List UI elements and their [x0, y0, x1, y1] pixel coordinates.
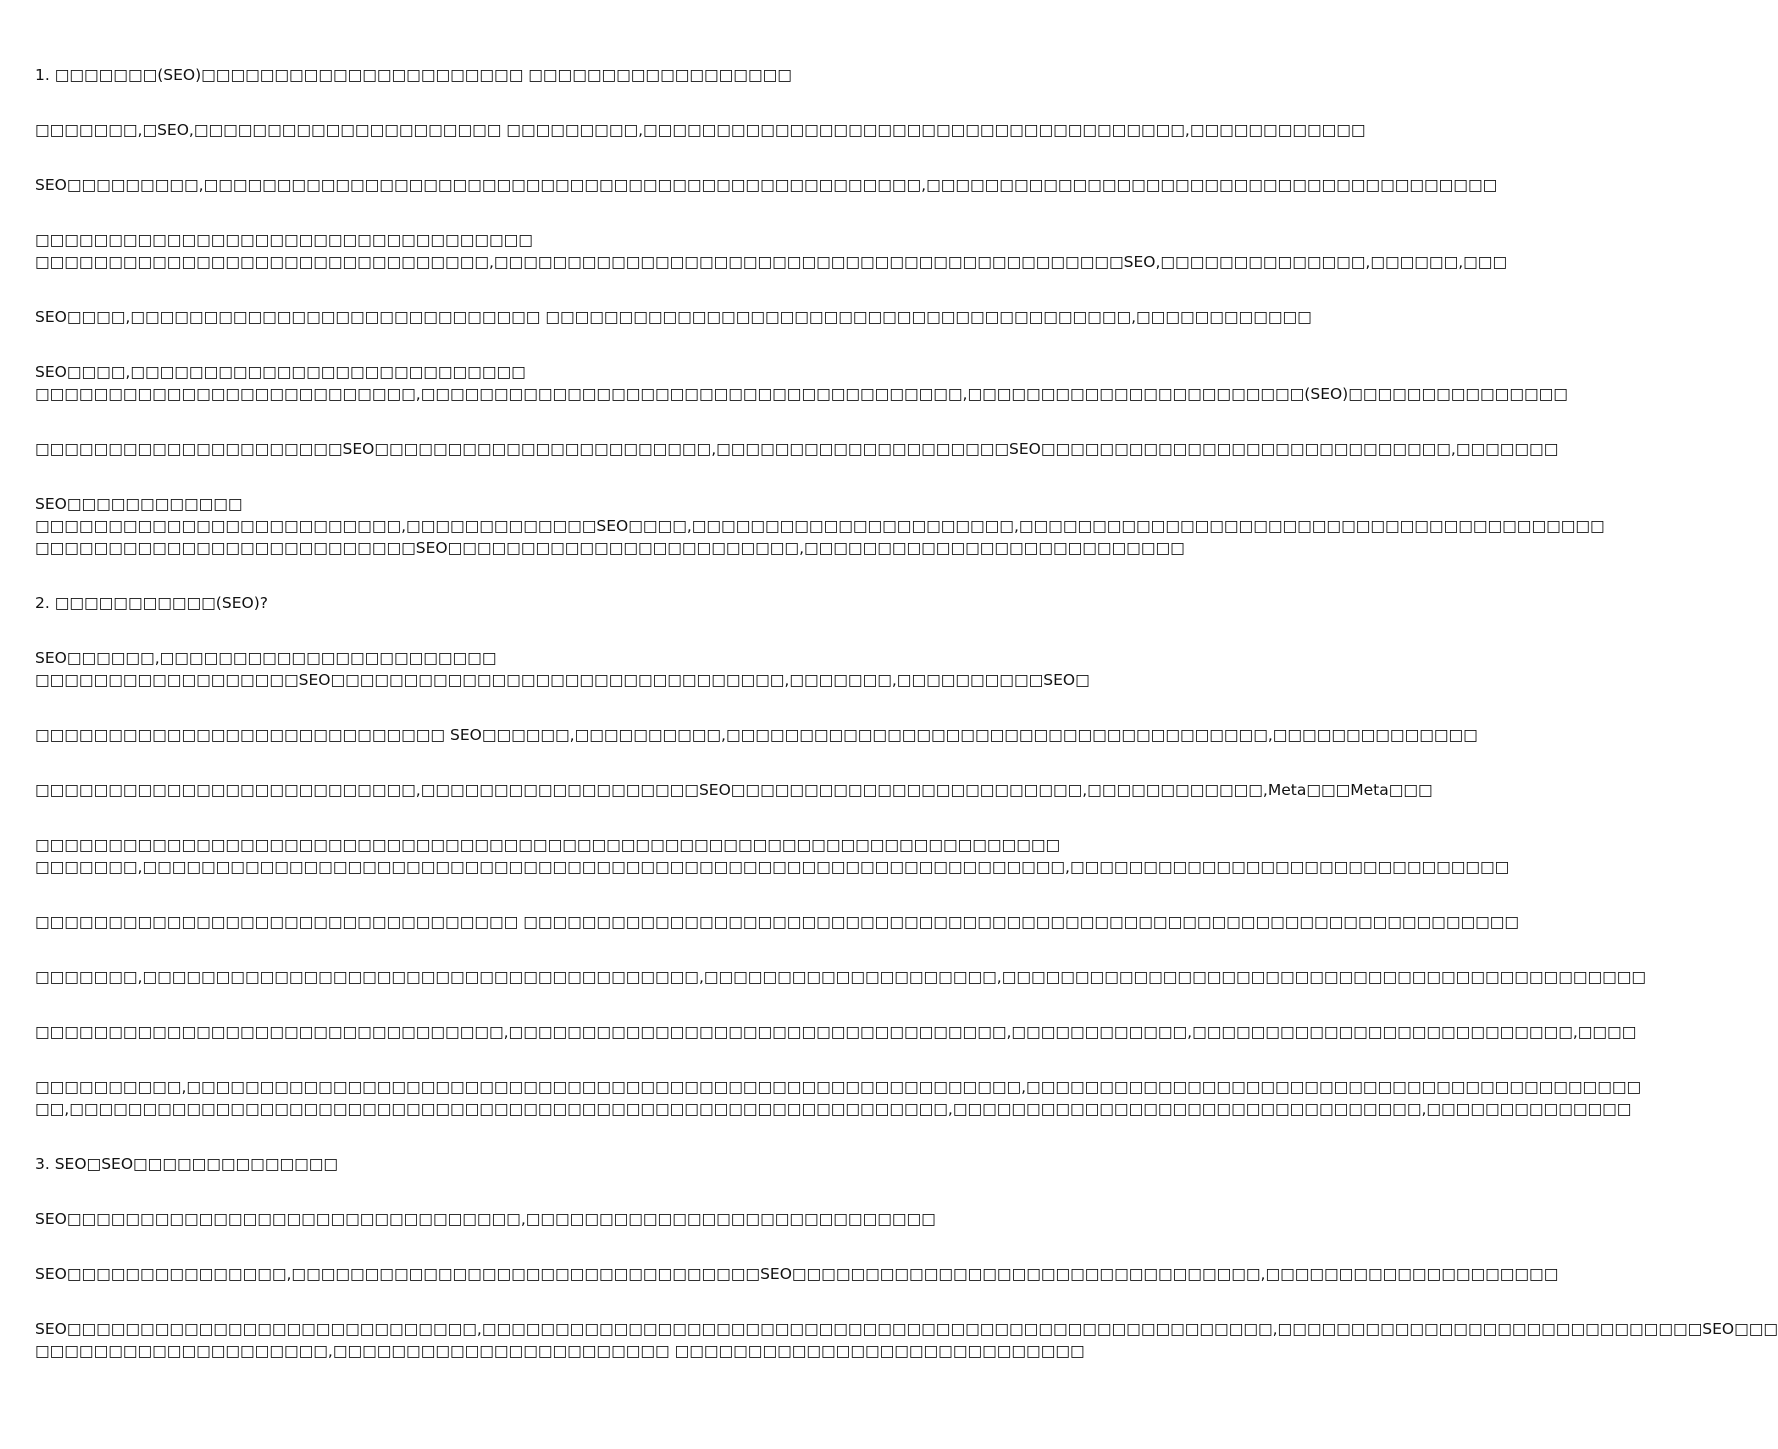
text-line: □□□□□□□□□□□□□□□□□□SEO□□□□□□□□□□□□□□□□□□□□□□□□□□□□□□□,□□□□□□□,□□□□□□□□□□SEO□ [35, 671, 1090, 689]
paragraph [35, 119, 1366, 141]
text-line: □□□□□□□□□□□□□□□□□□□□□□□□□□SEO□□□□□□□□□□□□□□□□□□□□□□□□,□□□□□□□□□□□□□□□□□□□□□□□□□□ [35, 539, 1185, 557]
text-line: □□□□□□□□□□□□□□□□□□□□□□□□□,□□□□□□□□□□□□□SEO□□□□,□□□□□□□□□□□□□□□□□□□□□□,□□□□□□□□□□□□□□□□□□□□□□□□□□□□□□□□□□□□□□□□ [35, 517, 1605, 535]
document-page [35, 64, 1778, 1404]
text-line: 3. SEO□SEO□□□□□□□□□□□□□□ [35, 1155, 339, 1173]
paragraph [35, 1076, 1642, 1120]
text-line: SEO□□□□□□□□□□□□□□□□□□□□□□□□□□□□□□□,□□□□□□□□□□□□□□□□□□□□□□□□□□□□ [35, 1210, 936, 1228]
paragraph [35, 1318, 1778, 1362]
text-line: SEO□□□□,□□□□□□□□□□□□□□□□□□□□□□□□□□□ [35, 363, 526, 381]
text-line: SEO□□□□,□□□□□□□□□□□□□□□□□□□□□□□□□□□□ □□□□□□□□□□□□□□□□□□□□□□□□□□□□□□□□□□□□□□□□,□□□□□□□□□□□□ [35, 308, 1312, 326]
paragraph [35, 911, 1520, 933]
paragraph [35, 64, 989, 86]
paragraph [35, 306, 1312, 328]
text-line: □□□□□□□□□□□□□□□□□□□□□□□□□□□□□□□□□□ [35, 231, 533, 249]
paragraph [35, 438, 1559, 460]
text-line: □□,□□□□□□□□□□□□□□□□□□□□□□□□□□□□□□□□□□□□□□□□□□□□□□□□□□□□□□□□□□□□,□□□□□□□□□□□□□□□□□□□□□□□□□□□□□□□□,□□□□□□□□□□□□□□ [35, 1100, 1632, 1118]
paragraph [35, 834, 1510, 878]
text-line: □□□□□□□□□□□□□□□□□□□□□□□□□□□□□□□□□□□□□□□□□□□□□□□□□□□□□□□□□□□□□□□□□□□□□□ [35, 836, 1061, 854]
text-line: □□□□□□□□□□□□□□□□□□□□□□□□□□□□□□□,□□□□□□□□□□□□□□□□□□□□□□□□□□□□□□□□□□□□□□□□□□□SEO,□□□□□□□□□□□□□□,□□□□□□,□□□ [35, 253, 1508, 271]
text-line: □□□□□□□□□□□□□□□□□□□□□□□□□□□□ SEO□□□□□□,□□□□□□□□□□,□□□□□□□□□□□□□□□□□□□□□□□□□□□□□□□□□□□□□,□□□□□□□□□□□□□□ [35, 726, 1478, 744]
text-line: □□□□□□□,□□□□□□□□□□□□□□□□□□□□□□□□□□□□□□□□□□□□□□□□□□□□□□□□□□□□□□□□□□□□□□□,□□□□□□□□□□□□□□□□□□□□□□□□□□□□□□ [35, 858, 1510, 876]
text-line: 2. □□□□□□□□□□□(SEO)? [35, 594, 268, 612]
text-line: 1. □□□□□□□(SEO)□□□□□□□□□□□□□□□□□□□□□□ □□□□□□□□□□□□□□□□□□ [35, 66, 792, 84]
paragraph [35, 229, 1508, 273]
text-line: □□□□□□□□□□□□□□□□□□□□,□□□□□□□□□□□□□□□□□□□□□□□ □□□□□□□□□□□□□□□□□□□□□□□□□□□□ [35, 1342, 1085, 1360]
paragraph [35, 1263, 1559, 1285]
paragraph [35, 966, 1647, 988]
text-line: SEO□□□□□□□□□,□□□□□□□□□□□□□□□□□□□□□□□□□□□□□□□□□□□□□□□□□□□□□□□□□,□□□□□□□□□□□□□□□□□□□□□□□□□□□□□□□□□□□□□□□ [35, 176, 1498, 194]
paragraph [35, 1153, 989, 1175]
paragraph [35, 724, 1478, 746]
text-line: □□□□□□□□□□□□□□□□□□□□□□□□□□,□□□□□□□□□□□□□□□□□□□SEO□□□□□□□□□□□□□□□□□□□□□□□□,□□□□□□□□□□□□,Meta□□□Meta□□□ [35, 781, 1433, 799]
paragraph [35, 1021, 1637, 1043]
paragraph [35, 1208, 989, 1230]
text-line: SEO□□□□□□□□□□□□□□□□□□□□□□□□□□□□,□□□□□□□□□□□□□□□□□□□□□□□□□□□□□□□□□□□□□□□□□□□□□□□□□□□□□□,□□□□□□□□□□□□□□□□□□□□□□□□□□□□□SEO□□□ [35, 1320, 1778, 1338]
text-line: SEO□□□□□□□□□□□□ [35, 495, 243, 513]
paragraph [35, 592, 989, 614]
text-line: □□□□□□□□□□□□□□□□□□□□□□□□□□□□□□□□,□□□□□□□□□□□□□□□□□□□□□□□□□□□□□□□□□□,□□□□□□□□□□□□,□□□□□□□□□□□□□□□□□□□□□□□□□□,□□□□ [35, 1023, 1637, 1041]
text-line: SEO□□□□□□□□□□□□□□□,□□□□□□□□□□□□□□□□□□□□□□□□□□□□□□□□SEO□□□□□□□□□□□□□□□□□□□□□□□□□□□□□□□□,□□□□□□□□□□□□□□□□□□□□ [35, 1265, 1559, 1283]
text-line: □□□□□□□,□SEO,□□□□□□□□□□□□□□□□□□□□□ □□□□□□□□□,□□□□□□□□□□□□□□□□□□□□□□□□□□□□□□□□□□□□□,□□□□□□□□□□□□ [35, 121, 1366, 139]
text-line: SEO□□□□□□,□□□□□□□□□□□□□□□□□□□□□□□ [35, 649, 497, 667]
text-line: □□□□□□□□□□□□□□□□□□□□□SEO□□□□□□□□□□□□□□□□□□□□□□□,□□□□□□□□□□□□□□□□□□□□SEO□□□□□□□□□□□□□□□□□□□□□□□□□□□□,□□□□□□□ [35, 440, 1559, 458]
paragraph [35, 647, 1090, 691]
text-line: □□□□□□□□□□□□□□□□□□□□□□□□□□,□□□□□□□□□□□□□□□□□□□□□□□□□□□□□□□□□□□□□,□□□□□□□□□□□□□□□□□□□□□□□(SEO)□□□□□□□□□□□□□□□ [35, 385, 1568, 403]
text-line: □□□□□□□□□□□□□□□□□□□□□□□□□□□□□□□□□ □□□□□□□□□□□□□□□□□□□□□□□□□□□□□□□□□□□□□□□□□□□□□□□□□□□□□□□□□□□□□□□□□□□□ [35, 913, 1520, 931]
paragraph [35, 174, 1498, 196]
paragraph [35, 493, 1605, 559]
paragraph [35, 361, 1568, 405]
text-line: □□□□□□□,□□□□□□□□□□□□□□□□□□□□□□□□□□□□□□□□□□□□□□,□□□□□□□□□□□□□□□□□□□□,□□□□□□□□□□□□□□□□□□□□□□□□□□□□□□□□□□□□□□□□□□□□ [35, 968, 1647, 986]
paragraph [35, 779, 1433, 801]
text-line: □□□□□□□□□□,□□□□□□□□□□□□□□□□□□□□□□□□□□□□□□□□□□□□□□□□□□□□□□□□□□□□□□□□□,□□□□□□□□□□□□□□□□□□□□□□□□□□□□□□□□□□□□□□□□□□ [35, 1078, 1642, 1096]
